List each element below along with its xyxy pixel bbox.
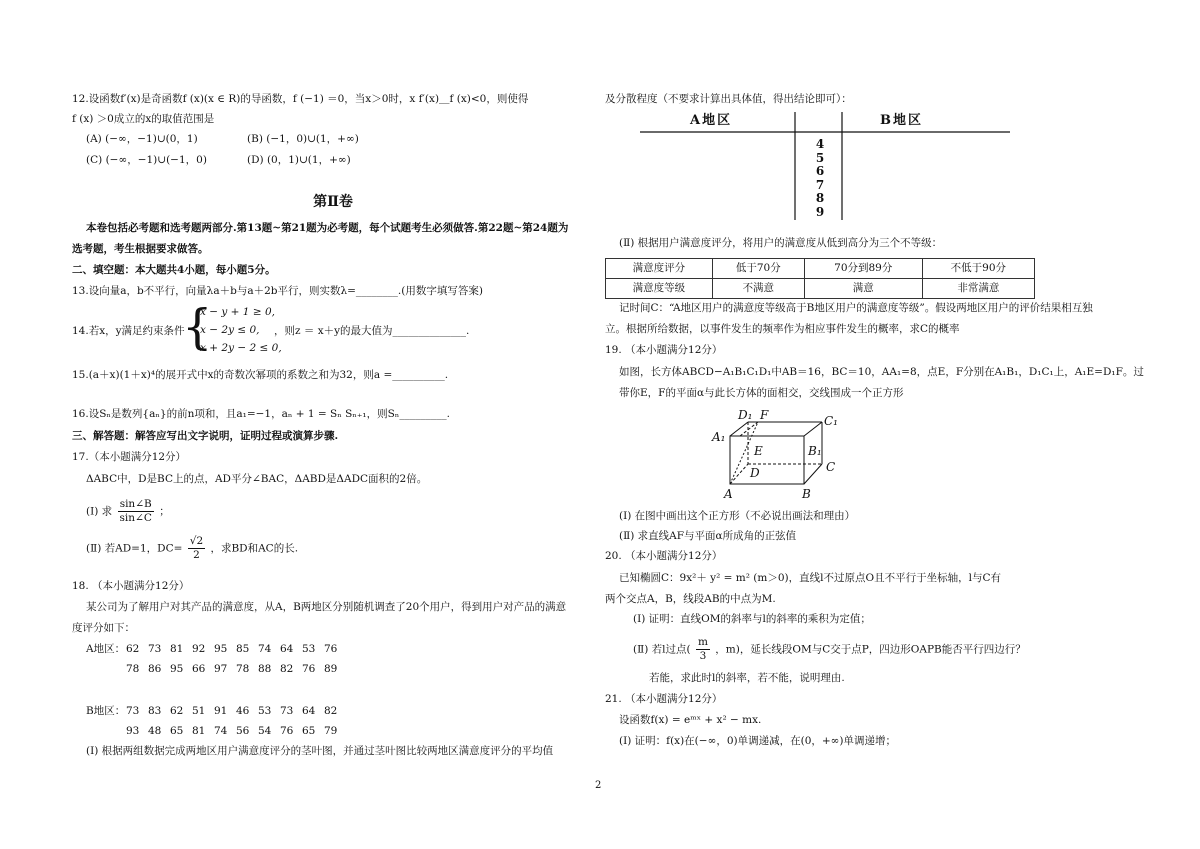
score-value: 78 xyxy=(126,663,140,675)
q18-continuation: 及分散程度（不要求计算出具体值，得出结论即可）： xyxy=(605,93,852,105)
q14-constraint1: x − y + 1 ≥ 0, xyxy=(200,306,275,318)
label-d1: D₁ xyxy=(738,408,753,422)
score-value: 66 xyxy=(192,663,206,675)
score-value: 78 xyxy=(236,663,250,675)
a-region-row1 xyxy=(86,643,346,656)
event-line2: 立。根据所给数据，以事件发生的频率作为相应事件发生的概率，求C的概率 xyxy=(605,323,960,335)
q17-part2-prefix: (Ⅱ) 若AD=1，DC= xyxy=(86,542,183,555)
score-value: 74 xyxy=(214,725,228,737)
section-title: 第Ⅱ卷 xyxy=(313,194,353,210)
b-region-values-row1 xyxy=(126,705,346,717)
q17-part1-prefix: (Ⅰ) 求 xyxy=(86,505,113,518)
q19-line1: 如图，长方体ABCD−A₁B₁C₁D₁中AB＝16，BC＝10，AA₁=8，点E，F分别在A₁B₁，D₁C₁上，A₁E=D₁F。过 xyxy=(619,366,1144,378)
a-region-values-row2 xyxy=(126,663,346,675)
q21-line1: 设函数f(x) = eᵐˣ + x² − mx. xyxy=(619,714,762,726)
score-value: 73 xyxy=(126,705,140,717)
q19-part1: (Ⅰ) 在图中画出这个正方形（不必说出画法和理由） xyxy=(619,510,856,522)
score-value: 56 xyxy=(236,725,250,737)
q17-part2-suffix: ，求BD和AC的长. xyxy=(210,542,299,555)
table-cell: 满意度等级 xyxy=(606,279,713,299)
stem-b-header: B地区 xyxy=(880,113,923,128)
q12-line2: f (x) ＞0成立的x的取值范围是 xyxy=(72,113,215,125)
a-region-label: A地区： xyxy=(86,643,126,655)
score-value: 46 xyxy=(236,705,250,717)
q20-frac-denominator: 3 xyxy=(699,650,707,663)
score-value: 95 xyxy=(170,663,184,675)
q17-part2 xyxy=(86,535,298,562)
score-value: 53 xyxy=(302,643,316,655)
table-row xyxy=(606,279,1035,299)
table-cell: 满意度评分 xyxy=(606,259,713,279)
q20-head: 20. （本小题满分12分） xyxy=(605,550,723,562)
q20-part2-prefix: (Ⅱ) 若l过点( xyxy=(633,643,691,656)
score-value: 76 xyxy=(324,643,338,655)
score-value: 86 xyxy=(148,663,162,675)
a-region-row2 xyxy=(126,663,346,676)
stem-value: 9 xyxy=(815,204,825,219)
score-value: 73 xyxy=(148,643,162,655)
score-value: 81 xyxy=(192,725,206,737)
table-cell: 不低于90分 xyxy=(922,259,1034,279)
score-value: 65 xyxy=(302,725,316,737)
score-value: 97 xyxy=(214,663,228,675)
q14-constraint2: x − 2y ≤ 0, xyxy=(200,324,260,336)
table-cell: 70分到89分 xyxy=(804,259,922,279)
q17-part1 xyxy=(86,498,170,525)
table-cell: 不满意 xyxy=(712,279,804,299)
a-region-values-row1 xyxy=(126,643,346,655)
score-value: 83 xyxy=(148,705,162,717)
label-b1: B₁ xyxy=(808,444,822,458)
q15: 15.(a＋x)(1＋x)⁴的展开式中x的奇数次幂项的系数之和为32，则a =__________. xyxy=(72,369,449,381)
label-c1: C₁ xyxy=(824,414,838,428)
stem-value: 8 xyxy=(815,191,825,205)
event-line1: 记时间C：“A地区用户的满意度等级高于B地区用户的满意度等级”。假设两地区用户的评价结果相互独 xyxy=(619,302,1093,314)
score-value: 85 xyxy=(236,643,250,655)
score-value: 62 xyxy=(126,643,140,655)
score-value: 53 xyxy=(258,705,272,717)
q21-head: 21. （本小题满分12分） xyxy=(605,693,723,705)
q12-option-a: (A) (−∞，−1)∪(0，1) xyxy=(86,133,198,145)
score-value: 65 xyxy=(170,725,184,737)
q19-line2: 带你E，F的平面α与此长方体的面相交，交线围成一个正方形 xyxy=(619,387,904,399)
label-b: B xyxy=(802,487,811,501)
score-value: 88 xyxy=(258,663,272,675)
q18-line2: 度评分如下： xyxy=(72,622,135,634)
q12-option-b: (B) (−1，0)∪(1，+∞) xyxy=(247,133,359,145)
stem-value: 6 xyxy=(815,164,825,178)
score-value: 79 xyxy=(324,725,338,737)
q18-part2: (Ⅱ) 根据用户满意度评分，将用户的满意度从低到高分为三个不等级： xyxy=(619,237,943,249)
stem-value: 5 xyxy=(815,150,825,165)
b-region-values-row2 xyxy=(126,725,346,737)
b-region-label: B地区： xyxy=(86,705,126,717)
q19-part2: (Ⅱ) 求直线AF与平面α所成角的正弦值 xyxy=(619,530,797,542)
q12-line1: 12.设函数f′(x)是奇函数f (x)(x ∈ R)的导函数，f (−1) ＝0，当x＞0时，x f′(x)＿f (x)<0，则使得 xyxy=(72,93,529,105)
stem-value: 7 xyxy=(815,177,825,192)
q12-option-d: (D) (0，1)∪(1，+∞) xyxy=(247,154,351,166)
score-value: 51 xyxy=(192,705,206,717)
stem-a-header: A地区 xyxy=(690,113,733,128)
q17-frac-denominator: sin∠C xyxy=(119,512,152,525)
right-column xyxy=(605,0,1144,849)
q18-part1: (Ⅰ) 根据两组数据完成两地区用户满意度评分的茎叶图，并通过茎叶图比较两地区满意度评分的平均值 xyxy=(86,745,554,757)
intro-line1: 本卷包括必考题和选考题两部分.第13题~第21题为必考题，每个试题考生必须做答.第22题~第24题为 xyxy=(86,222,569,234)
score-value: 82 xyxy=(280,663,294,675)
table-row xyxy=(606,259,1035,279)
q20-frac-numerator: m xyxy=(696,636,710,650)
q20-line1: 已知椭圆C：9x²＋ y² = m² (m＞0)，直线l不过原点O且不平行于坐标轴，l与C有 xyxy=(619,572,1001,584)
score-value: 95 xyxy=(214,643,228,655)
table-cell: 非常满意 xyxy=(922,279,1034,299)
stem-values xyxy=(810,138,830,219)
score-value: 48 xyxy=(148,725,162,737)
q19-head: 19. （本小题满分12分） xyxy=(605,344,723,356)
stem-value: 4 xyxy=(815,137,825,151)
score-value: 54 xyxy=(258,725,272,737)
page-number: 2 xyxy=(595,780,602,791)
score-value: 76 xyxy=(302,663,316,675)
q17-line1: ΔABC中，D是BC上的点，AD平分∠BAC，ΔABD是ΔADC面积的2倍。 xyxy=(86,473,428,485)
q20-part2-suffix: ，m)，延长线段OM与C交于点P，四边形OAPB能否平行四边行？ xyxy=(715,643,1026,656)
q17-dc-denominator: 2 xyxy=(193,549,200,562)
q20-part2-line2: 若能，求此时l的斜率，若不能，说明理由. xyxy=(649,672,845,684)
solve-heading: 三、解答题：解答应写出文字说明，证明过程或演算步骤. xyxy=(72,430,339,442)
q13: 13.设向量a，b不平行，向量λa＋b与a＋2b平行，则实数λ=________.(用数字填写答案) xyxy=(72,285,483,297)
q17-part1-suffix: ； xyxy=(159,505,170,518)
satisfaction-table xyxy=(605,258,1035,299)
score-value: 73 xyxy=(280,705,294,717)
label-e: E xyxy=(754,444,763,458)
score-value: 76 xyxy=(280,725,294,737)
left-column xyxy=(72,0,594,849)
score-value: 64 xyxy=(302,705,316,717)
b-region-row1 xyxy=(86,705,346,718)
q17-head: 17.（本小题满分12分） xyxy=(72,451,187,463)
q18-line1: 某公司为了解用户对其产品的满意度，从A，B两地区分别随机调查了20个用户，得到用户对产品的满意 xyxy=(86,601,567,613)
q18-head: 18. （本小题满分12分） xyxy=(72,580,190,592)
intro-line2: 选考题，考生根据要求做答。 xyxy=(72,243,209,255)
q16: 16.设Sₙ是数列{aₙ}的前n项和，且a₁=−1，aₙ + 1 = Sₙ Sₙ₊₁，则Sₙ_________. xyxy=(72,408,450,420)
q21-part1: (Ⅰ) 证明：f(x)在(−∞，0)单调递减，在(0，+∞)单调递增； xyxy=(619,735,897,747)
label-f: F xyxy=(760,408,769,422)
q20-part1: (Ⅰ) 证明：直线OM的斜率与l的斜率的乘积为定值； xyxy=(633,613,871,625)
score-value: 81 xyxy=(170,643,184,655)
label-a1: A₁ xyxy=(712,430,726,444)
score-value: 64 xyxy=(280,643,294,655)
q12-option-c: (C) (−∞，−1)∪(−1，0) xyxy=(86,154,207,166)
score-value: 91 xyxy=(214,705,228,717)
cuboid-figure xyxy=(710,408,850,504)
score-value: 82 xyxy=(324,705,338,717)
score-value: 62 xyxy=(170,705,184,717)
q20-part2 xyxy=(633,636,1026,663)
stem-leaf-plot xyxy=(640,110,1010,220)
label-d: D xyxy=(750,466,760,480)
q14-suffix: ，则z ＝ x＋y的最大值为______________. xyxy=(274,325,470,337)
q14-constraint3: x + 2y − 2 ≤ 0, xyxy=(200,342,282,354)
table-cell: 低于70分 xyxy=(712,259,804,279)
label-c: C xyxy=(826,460,836,474)
q20-fraction-m3 xyxy=(696,636,710,663)
b-region-row2 xyxy=(126,725,346,738)
q14-prefix: 14.若x，y满足约束条件 xyxy=(72,325,185,337)
q17-fraction-sinb-sinc xyxy=(118,498,154,525)
q17-fraction-dc xyxy=(188,535,205,562)
label-a: A xyxy=(724,487,733,501)
q14-brace: { xyxy=(182,299,213,355)
table-cell: 满意 xyxy=(804,279,922,299)
fill-heading: 二、填空题：本大题共4小题，每小题5分。 xyxy=(72,264,276,276)
q17-frac-numerator: sin∠B xyxy=(118,498,154,512)
score-value: 89 xyxy=(324,663,338,675)
score-value: 92 xyxy=(192,643,206,655)
q17-dc-numerator: √2 xyxy=(188,535,205,549)
score-value: 93 xyxy=(126,725,140,737)
score-value: 74 xyxy=(258,643,272,655)
q20-line2: 两个交点A，B，线段AB的中点为M. xyxy=(605,593,776,605)
